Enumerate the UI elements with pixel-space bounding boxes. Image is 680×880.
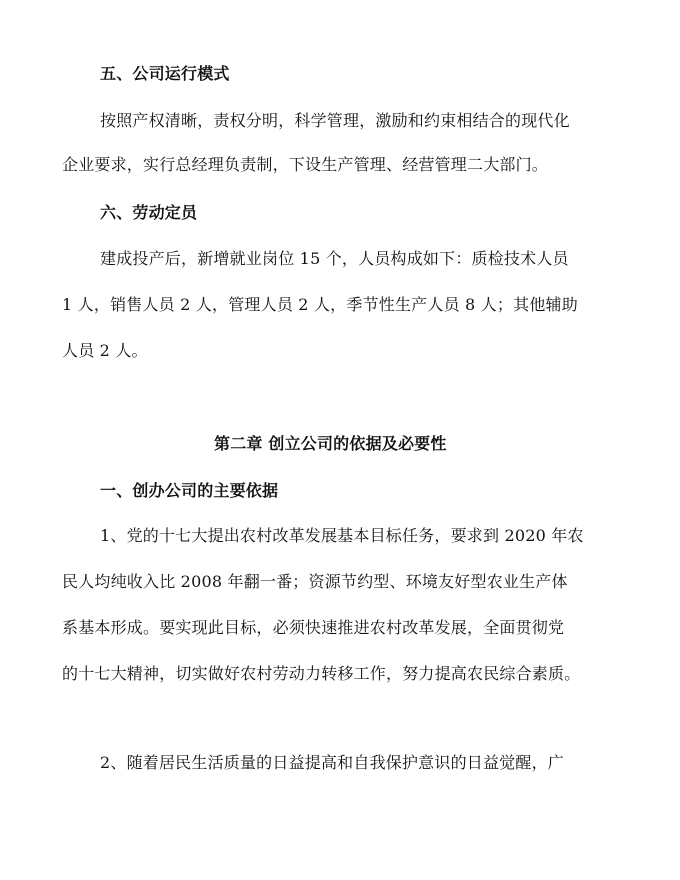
paragraph-line: 系基本形成。要实现此目标，必须快速推进农村改革发展，全面贯彻党	[62, 618, 565, 637]
section-heading-staffing: 六、劳动定员	[100, 203, 198, 222]
paragraph-line: 企业要求，实行总经理负责制，下设生产管理、经营管理二大部门。	[62, 155, 549, 174]
paragraph-line: 的十七大精神，切实做好农村劳动力转移工作，努力提高农民综合素质。	[62, 664, 581, 683]
section-heading-operation-mode: 五、公司运行模式	[100, 64, 230, 83]
paragraph-line: 2、随着居民生活质量的日益提高和自我保护意识的日益觉醒，广	[100, 753, 564, 772]
paragraph-line: 民人均纯收入比 2008 年翻一番；资源节约型、环境友好型农业生产体	[62, 572, 568, 591]
chapter-title: 第二章 创立公司的依据及必要性	[214, 434, 447, 453]
paragraph-line: 建成投产后，新增就业岗位 15 个，人员构成如下：质检技术人员	[100, 249, 569, 268]
section-heading-main-basis: 一、创办公司的主要依据	[100, 481, 279, 500]
paragraph-line: 按照产权清晰，责权分明，科学管理，激励和约束相结合的现代化	[100, 111, 570, 130]
paragraph-line: 1 人，销售人员 2 人，管理人员 2 人，季节性生产人员 8 人；其他辅助	[62, 295, 578, 314]
paragraph-line: 1、党的十七大提出农村改革发展基本目标任务，要求到 2020 年农	[100, 526, 584, 545]
paragraph-line: 人员 2 人。	[62, 341, 148, 360]
